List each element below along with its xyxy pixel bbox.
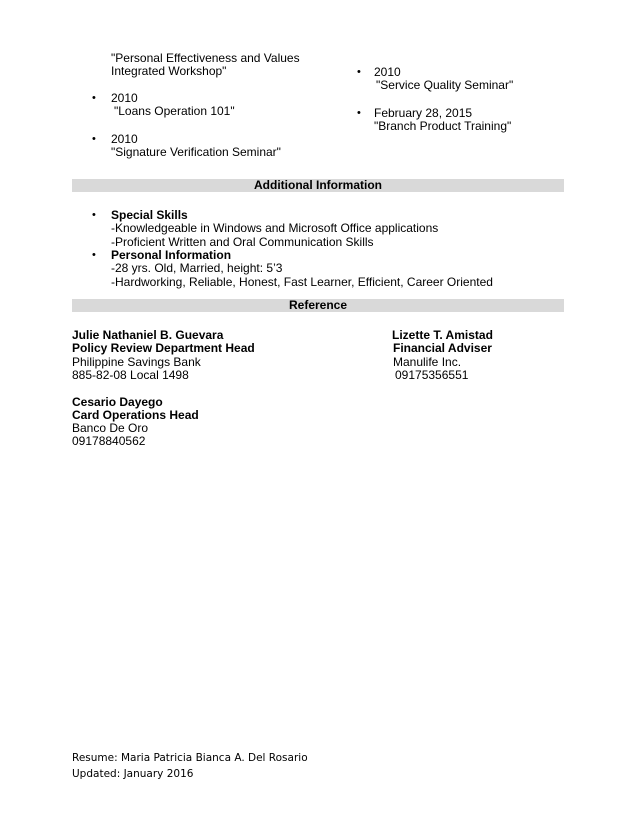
seminar-title: "Service Quality Seminar" (376, 78, 514, 92)
seminar-title: Integrated Workshop" (111, 64, 227, 78)
personal-info-item: -Hardworking, Reliable, Honest, Fast Learner, Efficient, Career Oriented (111, 275, 493, 289)
bullet-icon: • (357, 66, 361, 78)
reference-company: Manulife Inc. (393, 355, 462, 369)
reference-name: Julie Nathaniel B. Guevara (72, 328, 224, 342)
reference-phone: 09175356551 (395, 368, 469, 382)
reference-position: Policy Review Department Head (72, 341, 255, 355)
bullet-icon: • (92, 133, 96, 145)
personal-info-item: -28 yrs. Old, Married, height: 5’3 (111, 261, 283, 275)
reference-company: Philippine Savings Bank (72, 355, 201, 369)
seminar-title: "Signature Verification Seminar" (111, 145, 281, 159)
skill-item: -Knowledgeable in Windows and Microsoft Office applications (111, 221, 439, 235)
skill-item: -Proficient Written and Oral Communication Skills (111, 235, 374, 249)
bullet-icon: • (92, 209, 96, 221)
reference-name: Lizette T. Amistad (392, 328, 493, 342)
reference-phone: 885-82-08 Local 1498 (72, 368, 189, 382)
footer-updated: Updated: January 2016 (72, 768, 194, 780)
reference-company: Banco De Oro (72, 421, 149, 435)
bullet-icon: • (357, 107, 361, 119)
personal-info-label: Personal Information (111, 248, 232, 262)
additional-info-header: Additional Information (72, 179, 564, 192)
reference-position: Financial Adviser (393, 341, 492, 355)
bullet-icon: • (92, 92, 96, 104)
footer-resume-name: Resume: Maria Patricia Bianca A. Del Rosario (72, 752, 308, 764)
seminar-title: "Loans Operation 101" (114, 104, 235, 118)
seminar-year: 2010 (374, 65, 401, 79)
seminar-title: "Personal Effectiveness and Values (111, 51, 300, 65)
seminar-year: 2010 (111, 91, 138, 105)
special-skills-label: Special Skills (111, 208, 188, 222)
seminar-title: "Branch Product Training" (374, 119, 512, 133)
seminar-year: 2010 (111, 132, 138, 146)
reference-header: Reference (72, 299, 564, 312)
reference-position: Card Operations Head (72, 408, 199, 422)
reference-phone: 09178840562 (72, 434, 146, 448)
reference-name: Cesario Dayego (72, 395, 163, 409)
bullet-icon: • (92, 249, 96, 261)
seminar-year: February 28, 2015 (374, 106, 473, 120)
